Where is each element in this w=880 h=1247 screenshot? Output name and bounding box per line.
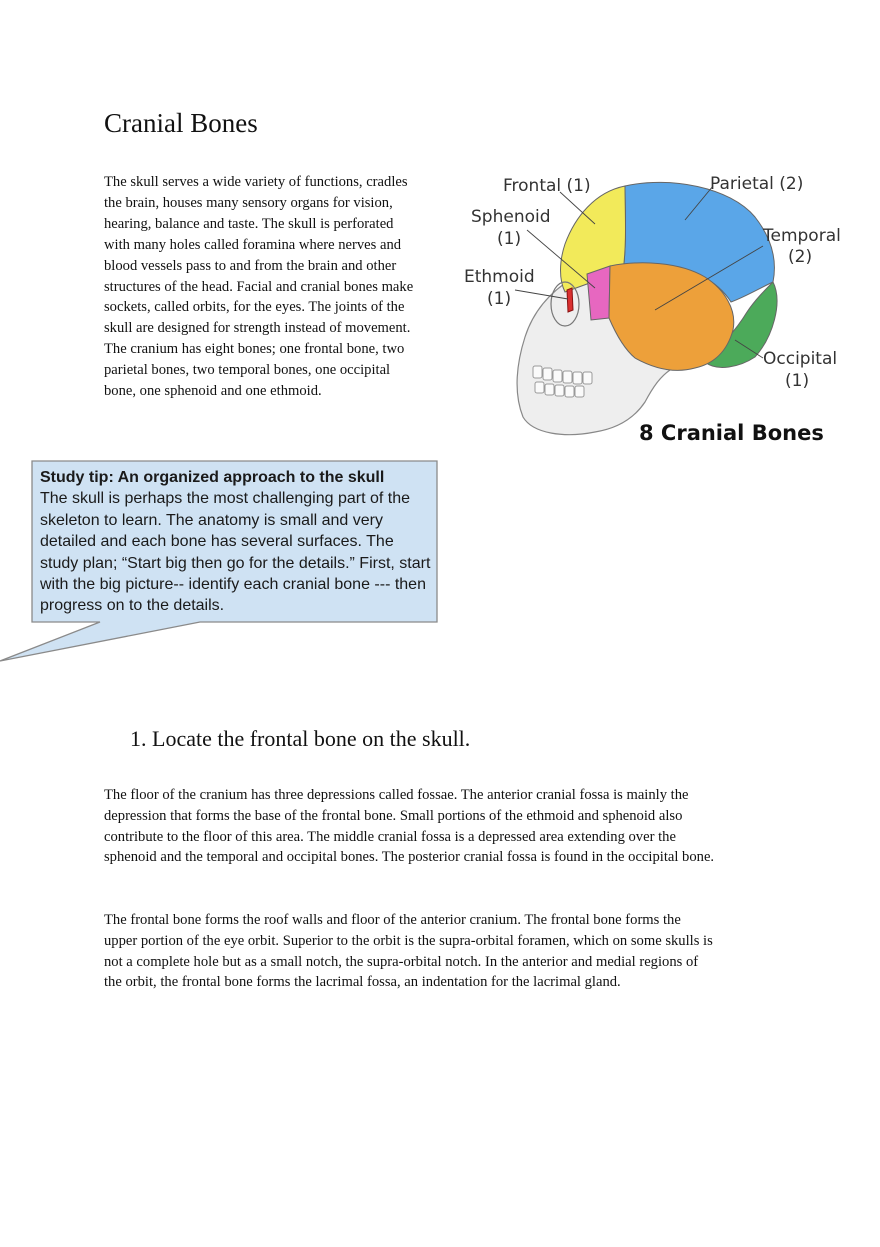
temporal-count-label: (2) (788, 247, 813, 267)
page-title: Cranial Bones (104, 108, 258, 138)
sphenoid-label: Sphenoid (471, 207, 551, 227)
cranial-bones-figure (455, 162, 855, 452)
study-tip-text (40, 467, 436, 617)
parietal-label: Parietal (2) (710, 174, 804, 194)
study-tip-heading: Study tip: An organized approach to the skull (40, 469, 385, 486)
frontal-bone-paragraph: The frontal bone forms the roof walls and floor of the anterior cranium. The frontal bone forms the upper portion of the eye orbit. Superior to the orbit is the supra-orbital foramen, which on some skulls is not a complete hole but as a small notch, the supra-orbital notch. In the anterior and medial regions of the orbit, the frontal bone forms the lacrimal fossa, an indentation for the lacrimal gland. (104, 912, 713, 991)
fossae-paragraph: The floor of the cranium has three depressions called fossae. The anterior cranial fossa is mainly the depression that forms the base of the frontal bone. Small portions of the ethmoid and sphenoid also contribute to the floor of this area. The middle cranial fossa is a depressed area extending over the sphenoid and the temporal and occipital bones. The posterior cranial fossa is found in the occipital bone. (104, 787, 715, 866)
occipital-count-label: (1) (785, 371, 810, 391)
sphenoid-bone (587, 266, 610, 320)
ethmoid-bone (567, 288, 573, 312)
intro-paragraph: The skull serves a wide variety of functions, cradles the brain, houses many sensory organs for vision, hearing, balance and taste. The skull is perforated with many holes called foramina where nerves and blood vessels pass to and from the brain and other structures of the head. Facial and cranial bones make sockets, called orbits, for the eyes. The joints of the skull are designed for strength instead of movement. The cranium has eight bones; one frontal bone, two parietal bones, two temporal bones, one occipital bone, one sphenoid and one ethmoid. (104, 174, 414, 400)
figure-caption: 8 Cranial Bones (639, 421, 824, 445)
ethmoid-label: Ethmoid (464, 267, 535, 287)
skull-diagram (455, 162, 855, 452)
temporal-label: Temporal (763, 226, 841, 246)
occipital-label: Occipital (763, 349, 838, 369)
ethmoid-count-label: (1) (487, 289, 512, 309)
study-tip-body: The skull is perhaps the most challenging part of the skeleton to learn. The anatomy is small and very detailed and each bone has several surfaces. The study plan; “Start big then go for the details.” First, start with the big picture-- identify each cranial bone --- then progress on to the details. (40, 490, 431, 615)
sphenoid-count-label: (1) (497, 229, 522, 249)
section-heading: 1. Locate the frontal bone on the skull. (130, 726, 471, 751)
frontal-label: Frontal (1) (503, 176, 591, 196)
